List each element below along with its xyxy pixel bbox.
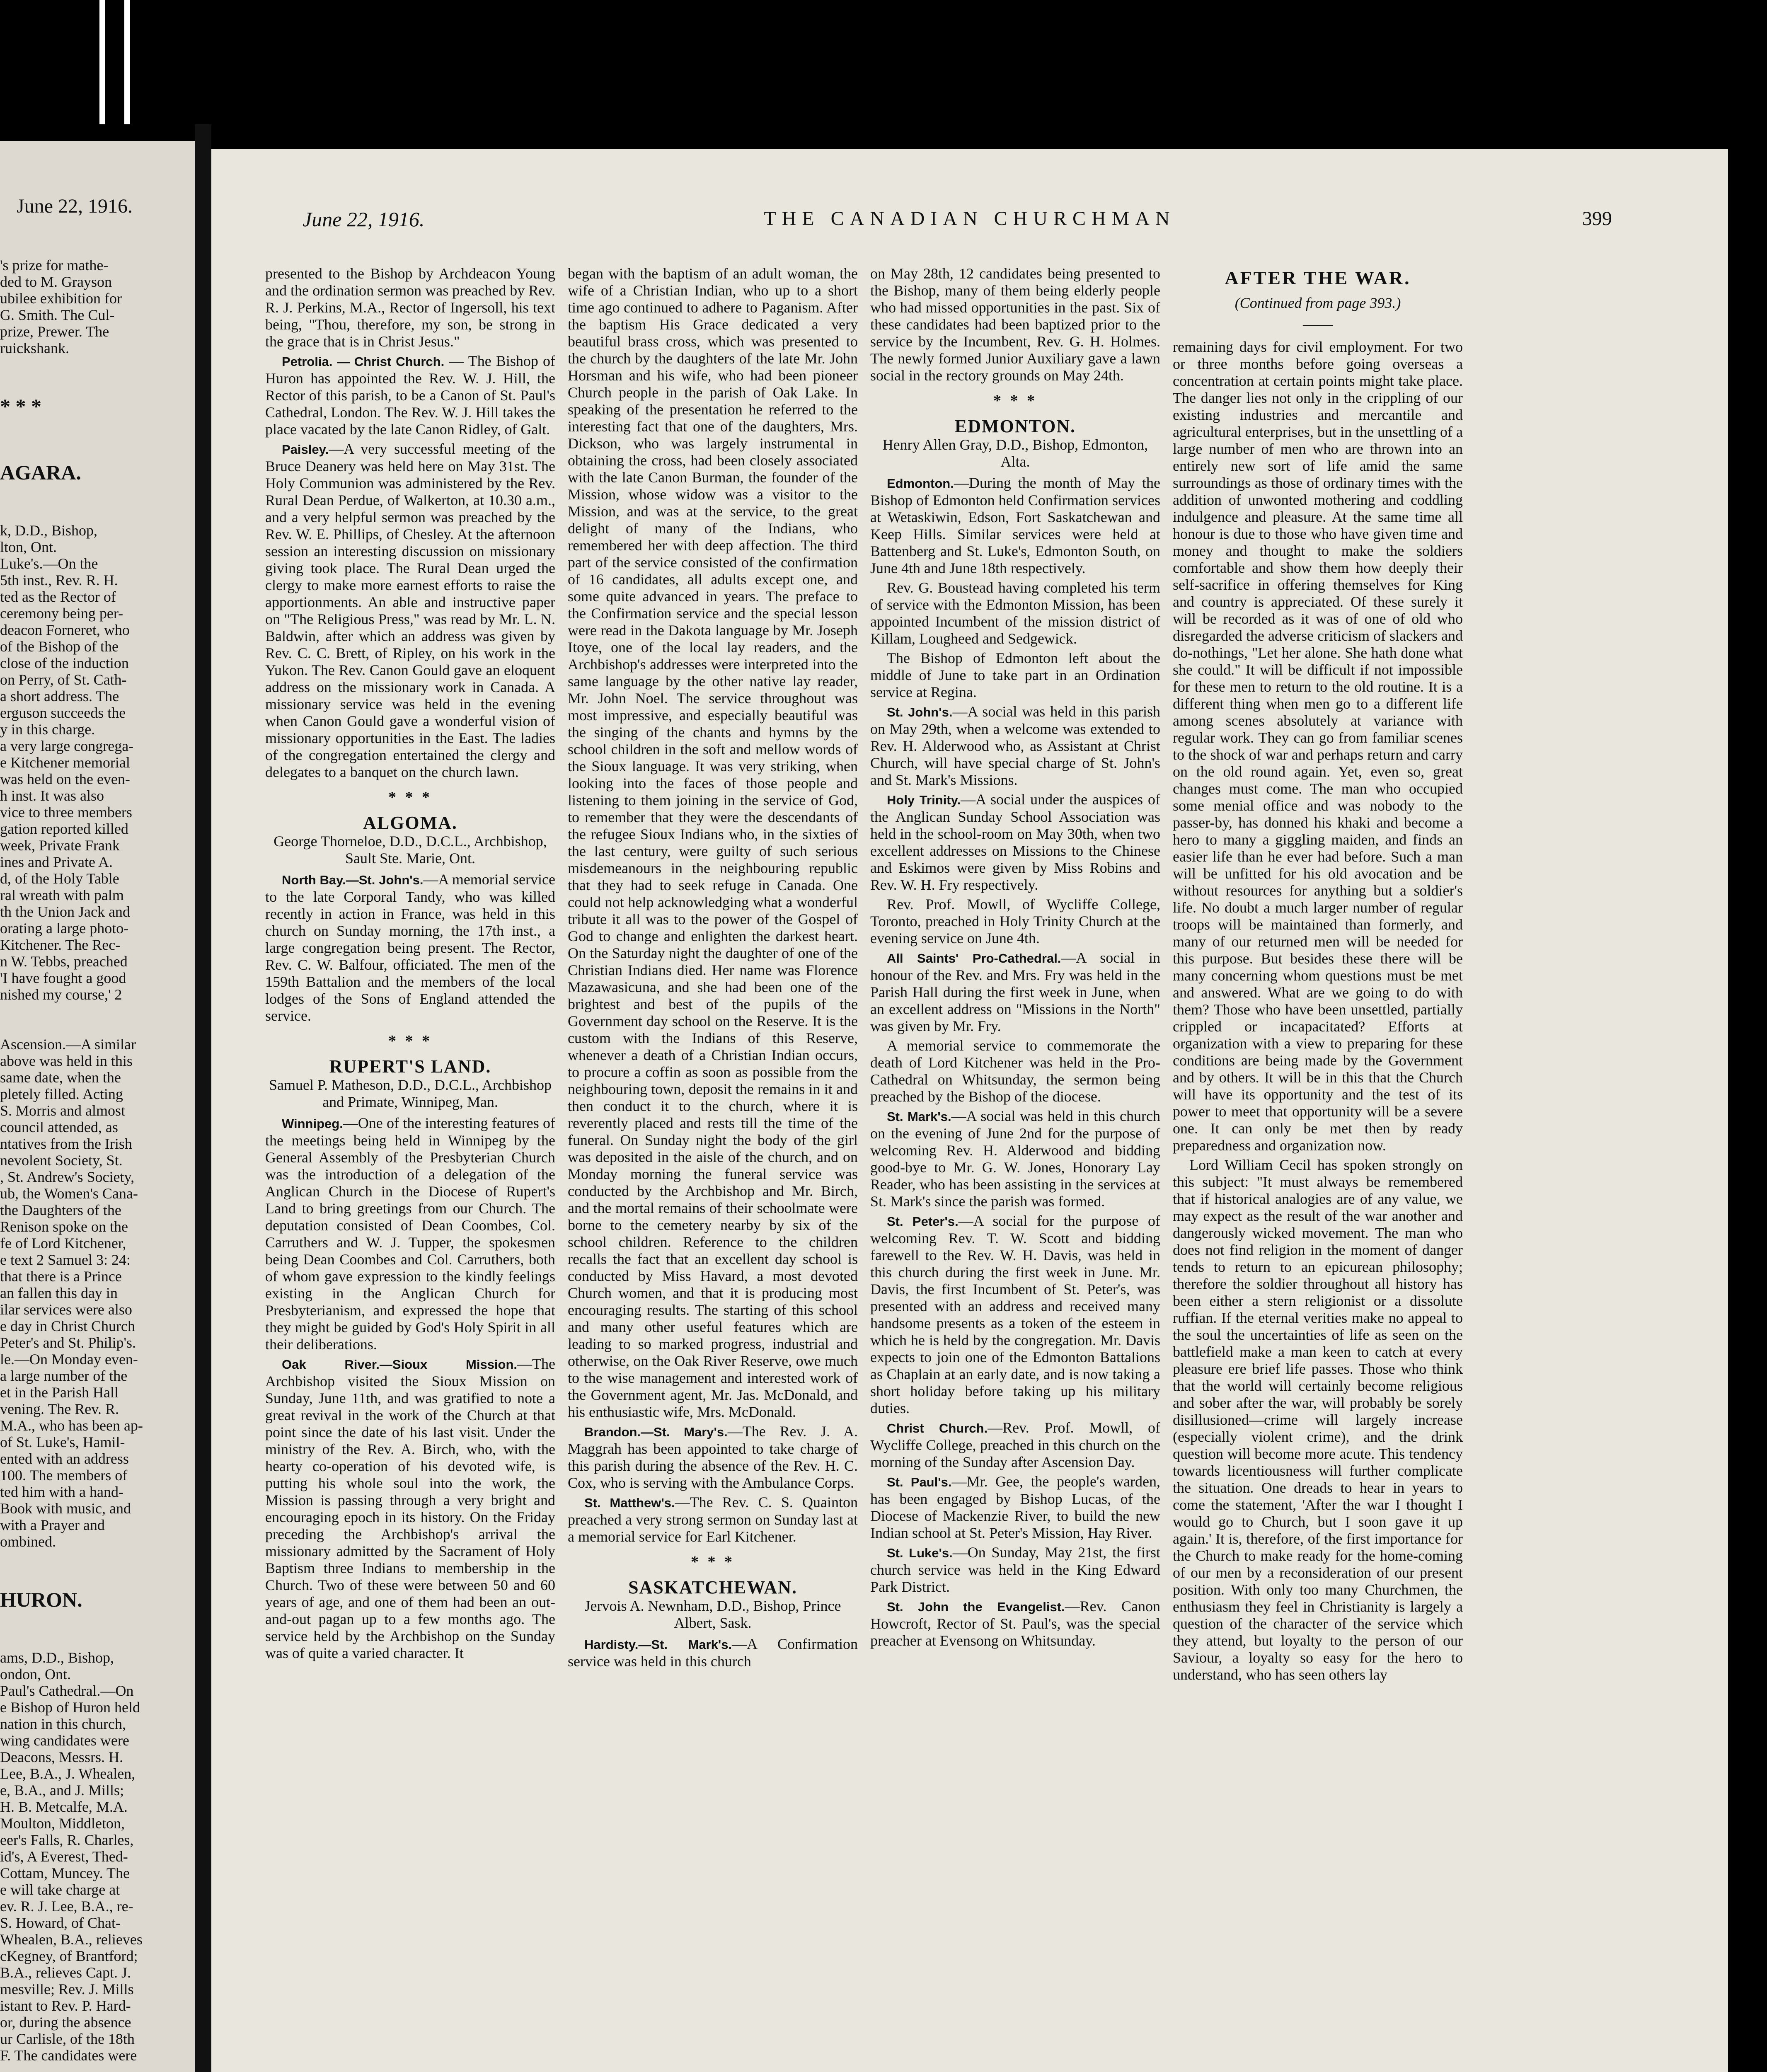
page-number: 399 (1582, 208, 1612, 230)
paragraph: St. John the Evangelist.—Rev. Canon Howcroft, Rector of St. Paul's, was the special preacher at Evensong on Whitsunday. (870, 1598, 1160, 1649)
text-column-4 (1173, 265, 1463, 1686)
continued-note: (Continued from page 393.) (1234, 295, 1401, 311)
paragraph: Brandon.—St. Mary's.—The Rev. J. A. Maggrah has been appointed to take charge of this parish during the absence of the Rev. H. C. Cox, who is serving with the Ambulance Corps. (568, 1423, 858, 1491)
run-in-heading: Petrolia. — Christ Church. (282, 354, 445, 369)
section-ornament: * * * (691, 1553, 735, 1571)
paragraph: Edmonton.—During the month of May the Bishop of Edmonton held Confirmation services at Wetaskiwin, Edson, Fort Saskatchewan and Keep Hills. Similar services were held at Battenberg and St. Luke's, Edmonton South, on June 4th and June 18th respectively. (870, 474, 1160, 576)
facing-page-column (0, 224, 182, 2072)
facing-page-heading: HURON. (0, 1588, 82, 1611)
paragraph: Rev. G. Boustead having completed his term of service with the Edmonton Mission, has been appointed Incumbent of the mission district of Killam, Lougheed and Sedgewick. (870, 579, 1160, 647)
bishop-line: Samuel P. Matheson, D.D., D.C.L., Archbishop and Primate, Winnipeg, Man. (269, 1077, 552, 1110)
paragraph: Lord William Cecil has spoken strongly on this subject: "It must always be remembered that if historical analogies are of any value, we may expect as the result of the war another and dangerously wicked movement. The man who does not find religion in the moment of danger tends to return to an epicurean philosophy; therefore the soldier throughout all history has been either a stern religionist or a dissolute ruffian. If the eternal verities make no appeal to the soul the uncertainties of life as seen on the battlefield make a man keen to catch at every pleasure ere brief life passes. Those who think that the world will certainly become religious and sober after the war, will probably be sorely disillusioned—crime will largely increase (especially violent crime), and the drink question will become more acute. This tendency towards licentiousness will further complicate the situation. One dreads to hear in years to come the statement, 'After the war I thought I would go to Church, but I soon gave it up again.' It is, therefore, of the first importance for the Church to make ready for the home-coming of our men by a reconsideration of our present position. With only too many Churchmen, the enthusiasm they feel in Christianity is largely a question of the character of the service which they attend, but loyalty to the person of our Saviour, a loyalty so easy for the hero to understand, who has seen others lay (1173, 1157, 1463, 1683)
run-in-heading: Hardisty.—St. Mark's. (584, 1637, 732, 1652)
bishop-line: Jervois A. Newnham, D.D., Bishop, Prince Albert, Sask. (584, 1598, 841, 1631)
running-header (211, 207, 1728, 236)
facing-page-text: k, D.D., Bishop, lton, Ont. Luke's.—On the 5th inst., Rev. R. H. ted as the Rector of ceremony being per- deacon Forneret, who of the Bishop of the close of the induction on Perry, of St. Cath- a short address. The erguson succeeds the y in this charge. a very large congrega- e Kitchener memorial was held on the even- h inst. It was also vice to three members gation reported killed week, Private Frank ines and Private A. d, of the Holy Table ral wreath with palm th the Union Jack and orating a large photo- Kitchener. The Rec- n W. Tebbs, preached 'I have fought a good nished my course,' 2 (0, 522, 134, 1003)
run-in-heading: North Bay.—St. John's. (282, 873, 424, 887)
text-column-2 (568, 265, 858, 1673)
run-in-heading: Winnipeg. (282, 1116, 343, 1131)
run-in-heading: All Saints' Pro-Cathedral. (887, 951, 1061, 966)
paragraph: St. Luke's.—On Sunday, May 21st, the first church service was held in the King Edward Park District. (870, 1544, 1160, 1595)
paragraph: Oak River.—Sioux Mission.—The Archbishop visited the Sioux Mission on Sunday, June 11th, and was gratified to note a great revival in the work of the Church at that point since the date of his last visit. Under the ministry of the Rev. A. Birch, who, with the hearty co-operation of his devoted wife, is putting his whole soul into the work, the Mission is passing through a very bright and encouraging epoch in its history. On the Friday preceding the Archbishop's arrival the missionary admitted by the Sacrament of Holy Baptism three Indians to membership in the Church. Two of these were between 50 and 60 years of age, and one of them had been an out-and-out pagan up to a few months ago. The service held by the Archbishop on the Sunday was of quite a varied character. It (265, 1356, 555, 1661)
run-in-heading: St. John's. (887, 705, 953, 719)
facing-page-fragment (0, 141, 195, 2072)
header-date: June 22, 1916. (303, 208, 425, 231)
facing-page-text: Ascension.—A similar above was held in this same date, when the pletely filled. Acting S. Morris and almost council attended, as ntatives from the Irish nevolent Society, St. , St. Andrew's Society, ub, the Women's Cana- the Daughters of the Renison spoke on the fe of Lord Kitchener, e text 2 Samuel 3: 24: that there is a Prince an fallen this day in ilar services were also e day in Christ Church Peter's and St. Philip's. le.—On Monday even- a large number of the et in the Parish Hall vening. The Rev. R. M.A., who has been ap- of St. Luke's, Hamil- ented with an address 100. The members of ted him with a hand- Book with music, and with a Prayer and ombined. (0, 1036, 143, 1550)
run-in-heading: St. Luke's. (887, 1546, 953, 1560)
paragraph: remaining days for civil employment. For two or three months before going overseas a concentration at certain points might take place. The danger lies not only in the crippling of our existing industries and mercantile and agricultural enterprises, but in the unsettling of a large number of men who are thrown into an entirely new sort of life amid the same surroundings as those of ordinary times with the addition of unwonted mothering and coddling indulgence and pleasure. At the same time all honour is due to those who have given time and money and thought to make the soldiers comfortable and show them how deeply their self-sacrifice in offering themselves for King and country is appreciated. Of these surely it will be recorded as it was of one of old who disregarded the adverse criticism of slackers and do-nothings, "Let her alone. She hath done what she could." It will be difficult if not impossible for these men to return to the old routine. It is a different thing when men go to a different life among scenes absolutely at variance with regular work. They can go from familiar scenes to the shock of war and perhaps return and carry on the old round again. Yet, even so, great changes must come. The man who occupied some menial office and was nobody to the passer-by, has donned his khaki and become a hero to many a giggling maiden, and finds an easier life than he ever had before. Such a man will be unfitted for his old avocation and be without resources for anything but a soldier's life. No doubt a much larger number of regular troops will be maintained than formerly, and many of our returned men will be needed for this purpose. But besides these there will be many concerning whom questions must be met and answered. What are we going to do with them? Those who have been unsettled, partially crippled or incapacitated? Efforts at organization with a view to preparing for these conditions are being made by the Government and by others. It will be in this that the Church will have its opportunity and the test of its power to meet that opportunity will be a severe one. It can only be met then by ready preparedness and organization now. (1173, 339, 1463, 1154)
paragraph: St. Matthew's.—The Rev. C. S. Quainton preached a very strong sermon on Sunday last at a memorial service for Earl Kitchener. (568, 1494, 858, 1545)
run-in-heading: Edmonton. (887, 476, 954, 491)
paragraph: Rev. Prof. Mowll, of Wycliffe College, Toronto, preached in Holy Trinity Church at the evening service on June 4th. (870, 896, 1160, 946)
paragraph: on May 28th, 12 candidates being presented to the Bishop, many of them being elderly people who had missed opportunities in the past. Six of these candidates had been baptized prior to the service by the Incumbent, Rev. G. H. Holmes. The newly formed Junior Auxiliary gave a lawn social in the rectory grounds on May 24th. (870, 265, 1160, 384)
paragraph: Petrolia. — Christ Church. — The Bishop of Huron has appointed the Rev. W. J. Hill, the Rector of this parish, to be a Canon of St. Paul's Cathedral, London. The Rev. W. J. Hill takes the place vacated by the late Canon Ridley, of Galt. (265, 353, 555, 438)
paragraph: Winnipeg.—One of the interesting features of the meetings being held in Winnipeg by the General Assembly of the Presbyterian Church was the introduction of a delegation of the Anglican Church in the Diocese of Rupert's Land to bring greetings from our Church. The deputation consisted of Dean Coombes, Col. Carruthers and W. J. Tupper, the spokesmen being Dean Coombes and Col. Carruthers, both of whom gave expression to the kindly feelings existing in the Anglican Church for Presbyterianism, and expressed the hope that they might be guided by God's Holy Spirit in all their deliberations. (265, 1115, 555, 1353)
facing-page-text: ams, D.D., Bishop, ondon, Ont. Paul's Cathedral.—On e Bishop of Huron held nation in this church, wing candidates were Deacons, Messrs. H. Lee, B.A., J. Whealen, e, B.A., and J. Mills; H. B. Metcalfe, M.A. Moulton, Middleton, eer's Falls, R. Charles, id's, A Everest, Thed- Cottam, Muncey. The e will take charge at ev. R. J. Lee, B.A., re- S. Howard, of Chat- Whealen, B.A., relieves cKegney, of Brantford; B.A., relieves Capt. J. mesville; Rev. J. Mills istant to Rev. P. Hard- or, during the absence ur Carlisle, of the 18th F. The candidates were (0, 1649, 143, 2064)
paragraph: St. Paul's.—Mr. Gee, the people's warden, has been engaged by Bishop Lucas, of the Diocese of Mackenzie River, to build the new Indian school at St. Peter's Mission, Hay River. (870, 1473, 1160, 1541)
section-heading-algoma: ALGOMA. (363, 813, 457, 833)
page-gutter (195, 124, 211, 2072)
paragraph: St. Mark's.—A social was held in this church on the evening of June 2nd for the purpose of welcoming Rev. H. Alderwood and bidding good-bye to Mr. G. W. Jones, Honorary Lay Reader, who has been assisting in the services at St. Mark's since the parish was formed. (870, 1108, 1160, 1210)
paragraph: All Saints' Pro-Cathedral.—A social in honour of the Rev. and Mrs. Fry was held in the Parish Hall during the first week in June, when an excellent address on "Missions in the North" was given by Mr. Fry. (870, 949, 1160, 1034)
bishop-line: George Thorneloe, D.D., D.C.L., Archbishop, Sault Ste. Marie, Ont. (274, 833, 547, 867)
text-column-3 (870, 265, 1160, 1652)
run-in-heading: Brandon.—St. Mary's. (584, 1425, 728, 1439)
run-in-heading: St. Peter's. (887, 1214, 959, 1229)
film-edge-mark (124, 0, 130, 124)
newspaper-page (211, 149, 1728, 2072)
bishop-line: Henry Allen Gray, D.D., Bishop, Edmonton, Alta. (882, 436, 1148, 470)
section-heading-ruperts-land: RUPERT'S LAND. (329, 1056, 491, 1077)
text-column-1 (265, 265, 555, 1664)
run-in-heading: St. Matthew's. (584, 1496, 675, 1510)
article-title: AFTER THE WAR. (1225, 267, 1411, 288)
paragraph: St. John's.—A social was held in this parish on May 29th, when a welcome was extended to Rev. H. Alderwood who, as Assistant at Christ Church, will have special charge of St. John's and St. Mark's Missions. (870, 703, 1160, 788)
paragraph: The Bishop of Edmonton left about the middle of June to take part in an Ordination service at Regina. (870, 650, 1160, 700)
facing-page-text: 's prize for mathe- ded to M. Grayson ubilee exhibition for G. Smith. The Cul- prize, Prewer. The ruickshank. (0, 257, 122, 356)
paragraph: presented to the Bishop by Archdeacon Young and the ordination sermon was preached by Rev. R. J. Perkins, M.A., Rector of Ingersoll, his text being, "Thou, therefore, my son, be strong in the grace that is in Christ Jesus." (265, 265, 555, 350)
section-ornament: * * * (388, 789, 432, 806)
section-ornament: * * * (993, 392, 1037, 409)
film-edge-mark (99, 0, 105, 124)
paragraph: St. Peter's.—A social for the purpose of welcoming Rev. T. W. Scott and bidding farewell to the Rev. W. H. Davis, was held in this church during the first week in June. Mr. Davis, the first Incumbent of St. Peter's, was presented with an address and received many handsome presents as a token of the esteem in which he is held by the congregation. Mr. Davis expects to join one of the Edmonton Battalions as Chaplain at an early date, and is now taking a short holiday before taking up his military duties. (870, 1213, 1161, 1416)
section-ornament: * * * (388, 1032, 432, 1050)
run-in-heading: St. Paul's. (887, 1475, 952, 1489)
run-in-heading: Christ Church. (887, 1421, 988, 1435)
paragraph: A memorial service to commemorate the death of Lord Kitchener was held in the Pro-Cathedral on Whitsunday, the sermon being preached by the Bishop of the diocese. (870, 1037, 1160, 1105)
masthead-title: THE CANADIAN CHURCHMAN (764, 208, 1176, 230)
run-in-heading: Oak River.—Sioux Mission. (282, 1357, 518, 1372)
run-in-heading: Paisley. (282, 442, 329, 457)
run-in-heading: Holy Trinity. (887, 793, 961, 807)
paragraph: Christ Church.—Rev. Prof. Mowll, of Wycliffe College, preached in this church on the morning of the Sunday after Ascension Day. (870, 1419, 1160, 1470)
paragraph: North Bay.—St. John's.—A memorial service to the late Corporal Tandy, who was killed recently in action in France, was held in this church on Sunday morning, the 17th inst., a large congregation being present. The Rector, Rev. C. W. Balfour, officiated. The men of the 159th Battalion and the members of the local lodges of the Sons of England attended the service. (265, 871, 555, 1024)
section-heading-edmonton: EDMONTON. (954, 416, 1076, 436)
facing-page-ornament: * * * (0, 395, 41, 418)
facing-page-heading: AGARA. (0, 461, 81, 484)
paragraph: Holy Trinity.—A social under the auspices of the Anglican Sunday School Association was held in the school-room on May 30th, when two excellent addresses on Missions to the Chinese and Eskimos were given by Miss Robins and Rev. W. H. Fry respectively. (870, 791, 1160, 893)
paragraph: began with the baptism of an adult woman, the wife of a Christian Indian, who up to a short time ago continued to adhere to Paganism. After the baptism His Grace dedicated a very beautiful brass cross, which was presented to the church by the daughters of the late Mr. John Horsman and his wife, who had been pioneer Church people in the parish of Oak Lake. In speaking of the presentation he referred to the interesting fact that one of the daughters, Mrs. Dickson, who was largely instrumental in obtaining the cross, had been closely associated with the late Canon Burman, the founder of the Mission, whose widow was a visitor to the Mission, and was at the service, to the great delight of many of the Indians, who remembered her with deep affection. The third part of the service consisted of the confirmation of 16 candidates, all adults except one, and some quite advanced in years. The preface to the Confirmation service and the special lesson were read in the Dakota language by Mr. Joseph Itoye, one of the local lay readers, and the Archbishop's addresses were interpreted into the same language by the other native lay reader, Mr. John Noel. The service throughout was most impressive, and especially beautiful was the singing of the chants and hymns by the school children in the soft and mellow words of the Sioux language. It was very striking, when looking into the faces of those people and listening to them joining in the service of God, to remember that they were the descendants of the refugee Sioux Indians who, in the sixties of the last century, were guilty of such serious misdemeanours in the neighbouring republic that they had to seek refuge in Canada. One could not help acknowledging what a wonderful tribute it all was to the power of the Gospel of God to change and enlighten the darkest heart. On the Saturday night the daughter of one of the Christian Indians died. Her name was Florence Mazawasicuna, and she had been one of the brightest and best of the pupils of the Government day school on the Reserve. It is the custom with the Indians of this Reserve, whenever a death of a Christian Indian occurs, to procure a coffin as soon as possible from the neighbouring town, deposit the remains in it and then conduct it to the church, where it is reverently placed and rests till the time of the funeral. On Sunday night the body of the girl was deposited in the aisle of the church, and on Monday morning the funeral service was conducted by the Archbishop and Mr. Birch, and the mortal remains of their schoolmate were borne to the cemetery nearby by six of the school children. Reference to the children recalls the fact that an excellent day school is conducted by Miss Havard, a most devoted Church women, and that it is producing most encouraging results. The starting of this school and many other useful features which are leading to so marked progress, industrial and otherwise, on the Oak River Reserve, owe much to the wise management and interested work of the Government agent, Mr. Jas. McDonald, and his enthusiastic wife, Mrs. McDonald. (568, 265, 858, 1420)
run-in-heading: St. John the Evangelist. (887, 1600, 1065, 1614)
run-in-heading: St. Mark's. (887, 1109, 951, 1124)
paragraph: Hardisty.—St. Mark's.—A Confirmation service was held in this church (568, 1636, 858, 1670)
facing-page-date: June 22, 1916. (17, 195, 133, 217)
section-heading-saskatchewan: SASKATCHEWAN. (628, 1577, 797, 1598)
title-rule: —— (1303, 316, 1333, 332)
paragraph: Paisley.—A very successful meeting of the Bruce Deanery was held here on May 31st. The Holy Communion was administered by the Rev. Rural Dean Perdue, of Walkerton, at 10.30 a.m., and a very helpful sermon was preached by the Rev. W. E. Phillips, of Chesley. At the afternoon session an interesting discussion on missionary giving took place. The Rural Dean urged the clergy to make more earnest efforts to raise the apportionments. An able and instructive paper on "The Religious Press," was read by Mr. L. N. Baldwin, after which an address was given by Rev. C. C. Brett, of Ripley, on his work in the Yukon. The Rev. Canon Gould gave an eloquent address on the missionary work in Canada. A missionary service was held in the evening when Canon Gould gave a wonderful vision of missionary opportunities in the East. The ladies of the congregation entertained the clergy and delegates to a banquet on the church lawn. (265, 441, 555, 780)
